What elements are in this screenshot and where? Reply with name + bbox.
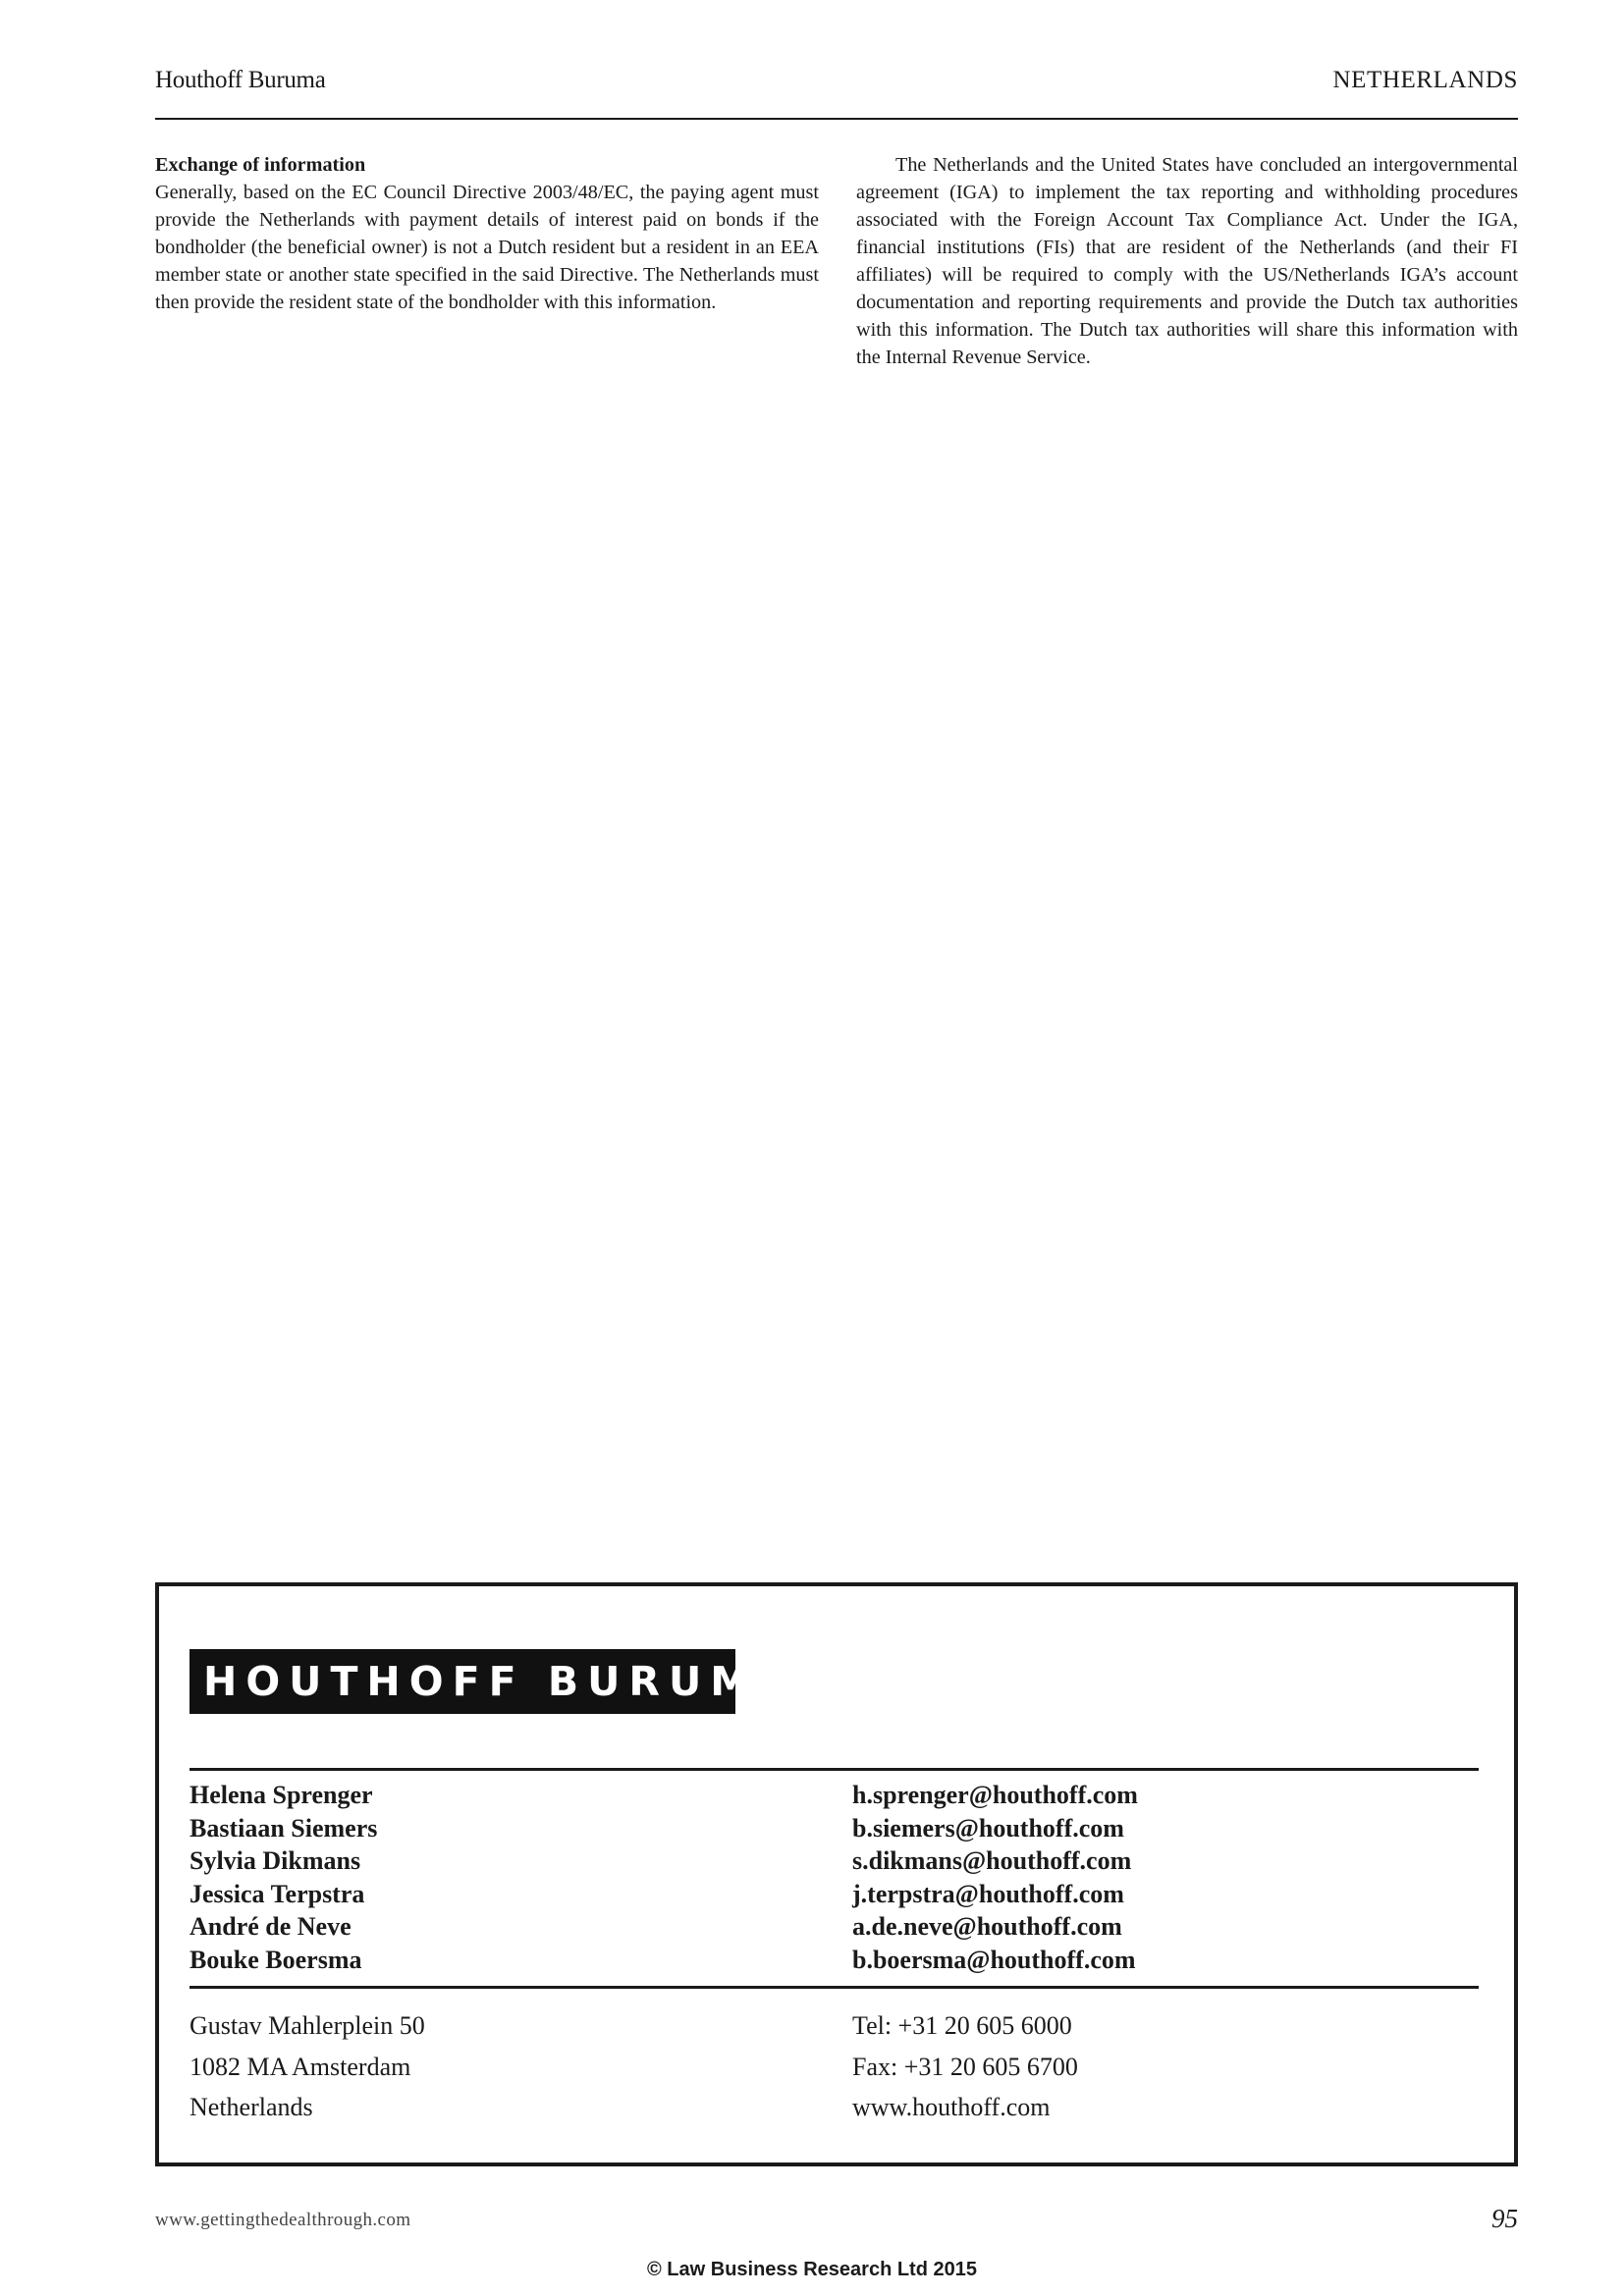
contact-divider-bottom [189, 1986, 1479, 1989]
header-country: NETHERLANDS [1332, 67, 1518, 93]
address-city: 1082 MA Amsterdam [189, 2052, 411, 2081]
office-address [189, 2005, 425, 2128]
contact-email: b.boersma@houthoff.com [852, 1945, 1136, 1974]
contact-email: s.dikmans@houthoff.com [852, 1846, 1132, 1875]
contact-names [189, 1779, 377, 1976]
address-street: Gustav Mahlerplein 50 [189, 2011, 425, 2040]
fax-number: Fax: +31 20 605 6700 [852, 2052, 1078, 2081]
contact-email: h.sprenger@houthoff.com [852, 1781, 1138, 1809]
header-firm-name: Houthoff Buruma [155, 67, 326, 93]
section-heading-exchange-of-information: Exchange of information [155, 154, 366, 176]
contact-name: André de Neve [189, 1912, 352, 1941]
contact-name: Sylvia Dikmans [189, 1846, 361, 1875]
telephone-number: Tel: +31 20 605 6000 [852, 2011, 1072, 2040]
page-number: 95 [1491, 2204, 1518, 2233]
contact-divider-top [189, 1768, 1479, 1771]
houthoff-buruma-logo: HOUTHOFF BURUMA [189, 1649, 735, 1714]
office-phone [852, 2005, 1078, 2128]
left-column-paragraph: Generally, based on the EC Council Directive 2003/48/EC, the paying agent must provide the Netherlands with payment details of interest paid on bonds if the bondholder (the beneficial owner) is not a Dutch resident but a resident in an EEA member state or another state specified in the said Directive. The Netherlands must then provide the resident state of the bondholder with this information. [155, 182, 819, 313]
contact-name: Bouke Boersma [189, 1945, 362, 1974]
right-column [856, 151, 1518, 371]
website-url: www.houthoff.com [852, 2093, 1051, 2121]
contact-name: Helena Sprenger [189, 1781, 373, 1809]
contact-name: Bastiaan Siemers [189, 1813, 378, 1842]
copyright-notice: © Law Business Research Ltd 2015 [647, 2259, 977, 2280]
contact-email: j.terpstra@houthoff.com [852, 1879, 1124, 1908]
contact-email: a.de.neve@houthoff.com [852, 1912, 1122, 1941]
running-header [155, 67, 1518, 120]
footer-url: www.gettingthedealthrough.com [155, 2210, 411, 2230]
contact-emails [852, 1779, 1138, 1976]
left-column [155, 151, 819, 316]
contact-name: Jessica Terpstra [189, 1879, 365, 1908]
address-country: Netherlands [189, 2093, 313, 2121]
contact-email: b.siemers@houthoff.com [852, 1813, 1124, 1842]
right-column-paragraph: The Netherlands and the United States have concluded an intergovernmental agreement (IGA) to implement the tax reporting and withholding procedures associated with the Foreign Account Tax Compliance Act. Under the IGA, financial institutions (FIs) that are resident of the Netherlands (and their FI affiliates) will be required to comply with the US/Netherlands IGA’s account documentation and reporting requirements and provide the Dutch tax authorities with this information. The Dutch tax authorities will share this information with the Internal Revenue Service. [856, 154, 1518, 368]
